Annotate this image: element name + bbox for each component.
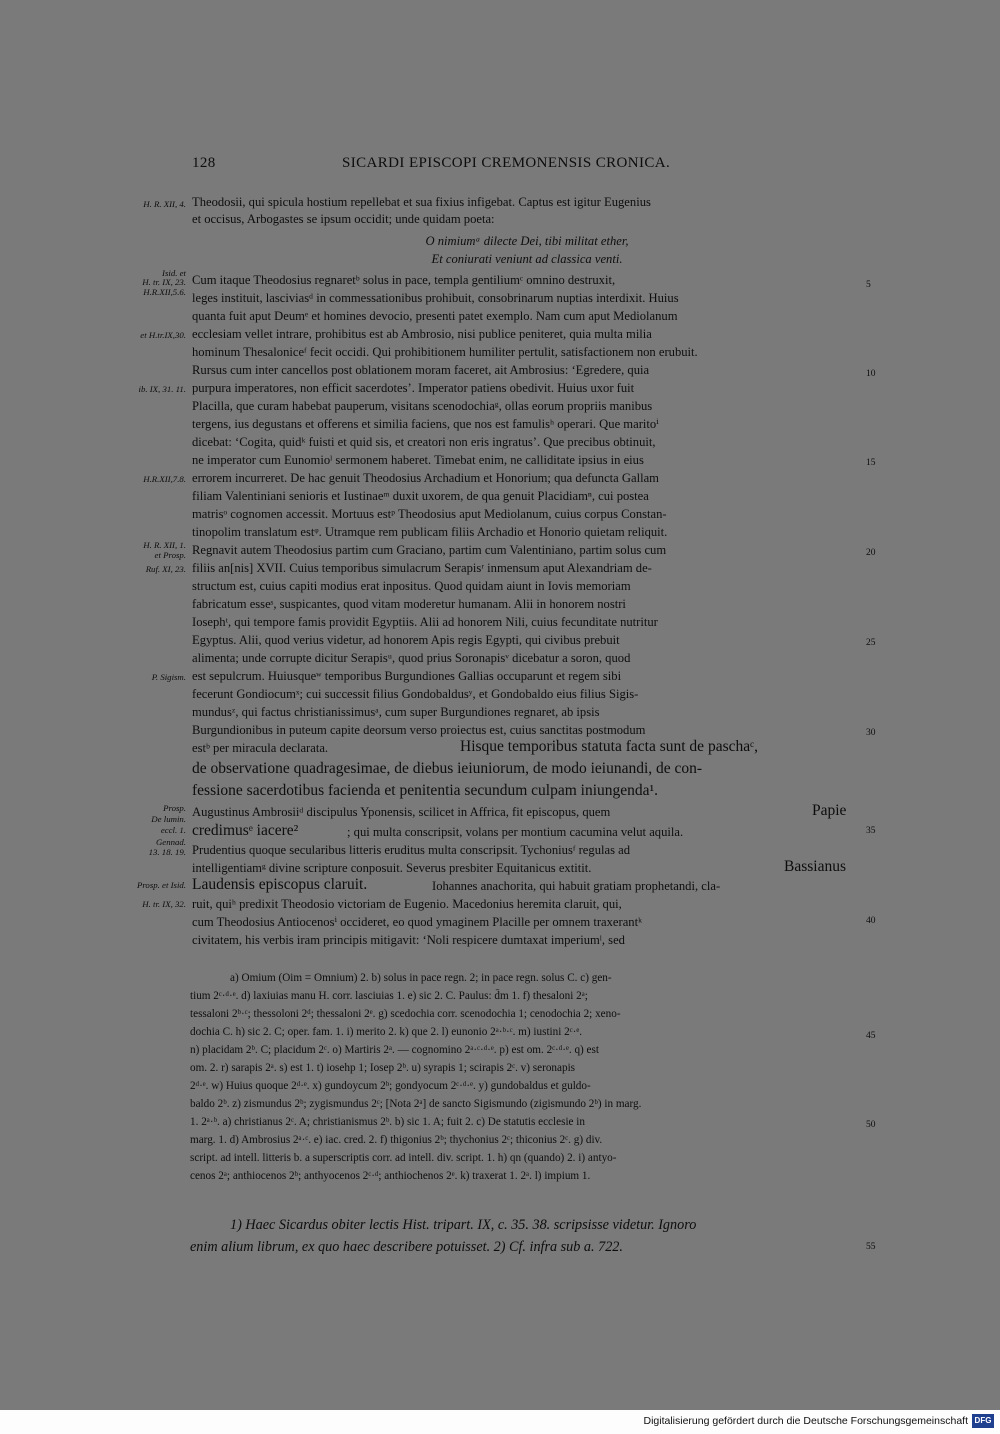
margin-reference: Prosp. et Isid. [136,880,186,890]
text-line: est sepulcrum. Huiusqueʷ temporibus Burgundiones Gallias occuparunt et regem sibi [192,669,622,683]
text-line-large: Bassianus [784,858,846,875]
text-line: ruit, quiʰ predixit Theodosio victoriam de Eugenio. Macedonius heremita claruit, qui, [192,897,622,911]
running-title: SICARDI EPISCOPI CREMONENSIS CRONICA. [342,155,671,171]
text-line: Rursus cum inter cancellos post oblationem moram faceret, ait Ambrosius: ‘Egredere, quia [192,363,650,377]
text-line: quanta fuit aput Deumᵉ et homines devocio, presenti patet exemplo. Nam cum aput Mediolanum [192,309,678,323]
page-number: 128 [192,155,216,171]
text-line: hominum Thesaloniceᶠ fecit occidi. Qui prohibitionem humiliter pertulit, satisfactionem non erubuit. [192,345,698,359]
text-line: et occisus, Arbogastes se ipsum occidit; unde quidam poeta: [192,212,495,226]
verse-line: O nimiumᵃ dilecte Dei, tibi militat ether, [425,234,629,248]
margin-reference: H.R.XII,7.8. [143,474,186,484]
apparatus-line: marg. 1. d) Ambrosius 2ᵃ·ᶜ. e) iac. cred. 2. f) thigonius 2ᵇ; thychonius 2ᶜ; thiconius 2ᶜ. g) div. [190,1134,603,1146]
apparatus-line: cenos 2ᵃ; anthiocenos 2ᵇ; anthyocenos 2ᶜ·ᵈ; anthiochenos 2ᵉ. k) traxerat 1. 2ᵃ. l) impium 1. [190,1170,591,1182]
apparatus-line: baldo 2ᵇ. z) zismundus 2ᵇ; zygismundus 2ᶜ; [Nota 2ᵃ] de sancto Sigismundo (zigismundo 2ᵇ) in marg. [190,1098,642,1110]
apparatus-line: script. ad intell. litteris b. a superscriptis corr. ad intell. div. script. 1. h) qn (quando) 2. i) antyo- [190,1152,617,1164]
margin-reference: H. R. XII, 1. [143,540,186,550]
margin-reference: et H.tr.IX,30. [140,330,186,340]
line-number: 5 [866,280,871,290]
footnote-line: enim alium librum, ex quo haec describere potuisset. 2) Cf. infra sub a. 722. [190,1239,623,1255]
text-line: ne imperator cum Eunomioˡ sermonem haberet. Timebat enim, ne calliditate ipsius in eius [192,453,644,467]
margin-reference: Gennad. [155,837,186,847]
line-number: 35 [866,826,876,836]
apparatus-line: n) placidam 2ᵇ. C; placidum 2ᶜ. o) Martiris 2ᵃ. — cognomino 2ᵃ·ᶜ·ᵈ·ᵉ. p) est om. 2ᶜ·ᵈ·ᵉ. q) est [190,1044,599,1056]
text-line: civitatem, his verbis iram principis mitigavit: ‘Noli respicere dumtaxat imperiumˡ, sed [192,933,625,947]
text-line: fabricatum esseˢ, suspicantes, quod vitam moderetur humanam. Alii in honorem nostri [192,597,626,611]
text-line: estᵇ per miracula declarata. [192,741,329,755]
text-line-large: credimusᵉ iacere² [192,822,299,839]
text-line: ; qui multa conscripsit, volans per montium cacumina velut aquila. [347,825,684,839]
apparatus-line: tessaloni 2ᵇ·ᶜ; thessoloni 2ᵈ; thessaloni 2ᵉ. g) scedochia corr. scenodochia 1; cenodochia 2; xeno- [190,1008,621,1020]
line-number: 10 [866,369,876,379]
text-line: Cum itaque Theodosius regnaretᵇ solus in pace, templa gentiliumᶜ omnino destruxit, [192,273,616,287]
margin-reference: P. Sigism. [151,672,186,682]
text-line-large: Papie [812,802,847,819]
text-line: Burgundionibus in puteum capite deorsum verso proiectus est, cuius sanctitas postmodum [192,723,646,737]
text-line: Regnavit autem Theodosius partim cum Graciano, partim cum Valentiniano, partim solus cum [192,543,667,557]
text-line: Prudentius quoque secularibus litteris eruditus multa conscripsit. Tychoniusᶠ regulas ad [192,843,631,857]
text-line: alimenta; unde corrupte dicitur Serapisᵘ, quod prius Soronapisᵛ dicebatur a soron, quod [192,651,631,665]
footnote-line: 1) Haec Sicardus obiter lectis Hist. tripart. IX, c. 35. 38. scripsisse videtur. Ignoro [230,1217,697,1233]
margin-reference: eccl. 1. [160,825,186,835]
apparatus-line: dochia C. h) sic 2. C; oper. fam. 1. i) merito 2. k) que 2. l) eunonio 2ᵃ·ᵇ·ᶜ. m) iustini 2ᶜ·ᵉ. [190,1026,583,1038]
margin-reference: ib. IX, 31. 11. [138,384,186,394]
margin-reference: H.R.XII,5.6. [143,287,186,297]
text-line: matrisᵒ cognomen accessit. Mortuus estᵖ Theodosius aput Mediolanum, cuius corpus Constan- [192,507,667,521]
text-line: tinopolim translatum estᵠ. Utramque rem publicam filiis Archadio et Honorio quietam reliquit. [192,525,668,539]
apparatus-line: 2ᵈ·ᵉ. w) Huius quoque 2ᵈ·ᵉ. x) gundoycum 2ᵇ; gondyocum 2ᶜ·ᵈ·ᵉ. y) gundobaldus et guldo- [190,1080,591,1092]
text-line: cum Theodosius Antiocenosⁱ occideret, eo quod ymaginem Placille per omnem traxerantᵏ [192,915,643,929]
credit-bar [0,1410,1000,1434]
margin-reference: 13. 18. 19. [148,847,186,857]
text-line: ecclesiam vellet intrare, prohibitus est ab Ambrosio, nisi publice peniteret, quia multa milia [192,327,652,341]
apparatus-line: tium 2ᶜ·ᵈ·ᵉ. d) laxiuias manu H. corr. lasciuias 1. e) sic 2. C. Paulus: d̄m 1. f) thesaloni 2ᵃ; [190,990,588,1002]
text-line: leges instituit, lasciviasᵈ in commessationibus prohibuit, consobrinarum nuptias interdixit. Huius [192,291,679,305]
text-line: filiis an[nis] XVII. Cuius temporibus simulacrum Serapisʳ inmensum aput Alexandriam de- [192,561,652,575]
text-line: Augustinus Ambrosiiᵈ discipulus Yponensis, scilicet in Affrica, fit episcopus, quem [192,805,611,819]
apparatus-line: 1. 2ᵃ·ᵇ. a) christianus 2ᶜ. A; christianismus 2ᵇ. b) sic 1. A; fuit 2. c) De statutis ecclesie in [190,1116,586,1128]
line-number: 15 [866,458,876,468]
text-line: Placilla, que curam habebat pauperum, visitans scenodochiaᵍ, ollas eorum propriis manibus [192,399,653,413]
verse-line: Et coniurati veniunt ad classica venti. [431,252,623,266]
text-line-large: de observatione quadragesimae, de diebus ieiuniorum, de modo ieiunandi, de con- [192,760,703,777]
line-number: 25 [866,638,876,648]
text-line: structum est, cuius capiti modius erat inpositus. Quod quidam aiunt in Iovis memoriam [192,579,631,593]
apparatus-line: om. 2. r) sarapis 2ᵃ. s) est 1. t) iosehp 1; Iosep 2ᵇ. u) syrapis 1; scirapis 2ᶜ. v) seronapis [190,1062,576,1074]
text-line: Iosephᵗ, qui tempore famis providit Egyptiis. Alii ad honorem Nili, cuius fecunditate nutritur [192,615,658,629]
line-number: 55 [866,1242,876,1252]
margin-reference: Prosp. [163,803,186,813]
apparatus-line: a) Omium (Oim = Omnium) 2. b) solus in pace regn. 2; in pace regn. solus C. c) gen- [230,972,612,984]
line-number: 50 [866,1120,876,1130]
text-line: mundusᶻ, qui factus christianissimusᵃ, cum super Burgundiones regnaret, ab ipsis [192,705,600,719]
text-line: Egyptus. Alii, quod verius videtur, ad honorem Apis regis Egypti, qui civibus prebuit [192,633,620,647]
margin-reference: Isid. et [162,268,186,278]
text-line: Iohannes anachorita, qui habuit gratiam prophetandi, cla- [432,879,721,893]
dfg-logo: DFG [972,1414,994,1428]
text-line-large: Hisque temporibus statuta facta sunt de paschaᶜ, [460,738,758,755]
text-line: Theodosii, qui spicula hostium repellebat et sua fixius infigebat. Captus est igitur Eugenius [192,195,651,209]
text-line: fecerunt Gondiocumˣ; cui successit filius Gondobaldusʸ, et Gondobaldo eius filius Sigis- [192,687,639,701]
text-line: filiam Valentiniani senioris et Iustinaeᵐ duxit uxorem, de qua genuit Placidiamⁿ, cui postea [192,489,649,503]
margin-reference: et Prosp. [154,550,186,560]
line-number: 45 [866,1031,876,1041]
text-line: dicebat: ‘Cogita, quidᵏ fuisti et quid sis, et creatori non eris ingratus’. Que precibus obtinuit, [192,435,656,449]
text-line: purpura imperatores, non efficit sacerdotes’. Imperator patiens obedivit. Huius uxor fuit [192,381,635,395]
text-line-large: Laudensis episcopus claruit. [192,876,368,893]
line-number: 30 [866,728,876,738]
text-line: tergens, ius degustans et offerens et similia faciens, que nos est famulisʰ operari. Que maritoⁱ [192,417,659,431]
line-number: 20 [866,548,876,558]
text-line: intelligentiamᵍ divine scripture conposuit. Severus presbiter Equitanicus extitit. [192,861,592,875]
margin-reference: De lumin. [151,814,186,824]
margin-reference: H. tr. IX, 32. [142,899,186,909]
margin-reference: Ruf. XI, 23. [145,564,186,574]
margin-reference: H. R. XII, 4. [143,199,186,209]
text-line-large: fessione sacerdotibus facienda et penitentia secundum culpam iniungenda¹. [192,782,659,799]
digitization-credit: Digitalisierung gefördert durch die Deutsche Forschungsgemeinschaft [643,1415,968,1427]
line-number: 40 [866,916,876,926]
text-line: errorem incurreret. De hac genuit Theodosius Archadium et Honorium; qua defuncta Gallam [192,471,659,485]
margin-reference: H. tr. IX, 23. [142,277,186,287]
